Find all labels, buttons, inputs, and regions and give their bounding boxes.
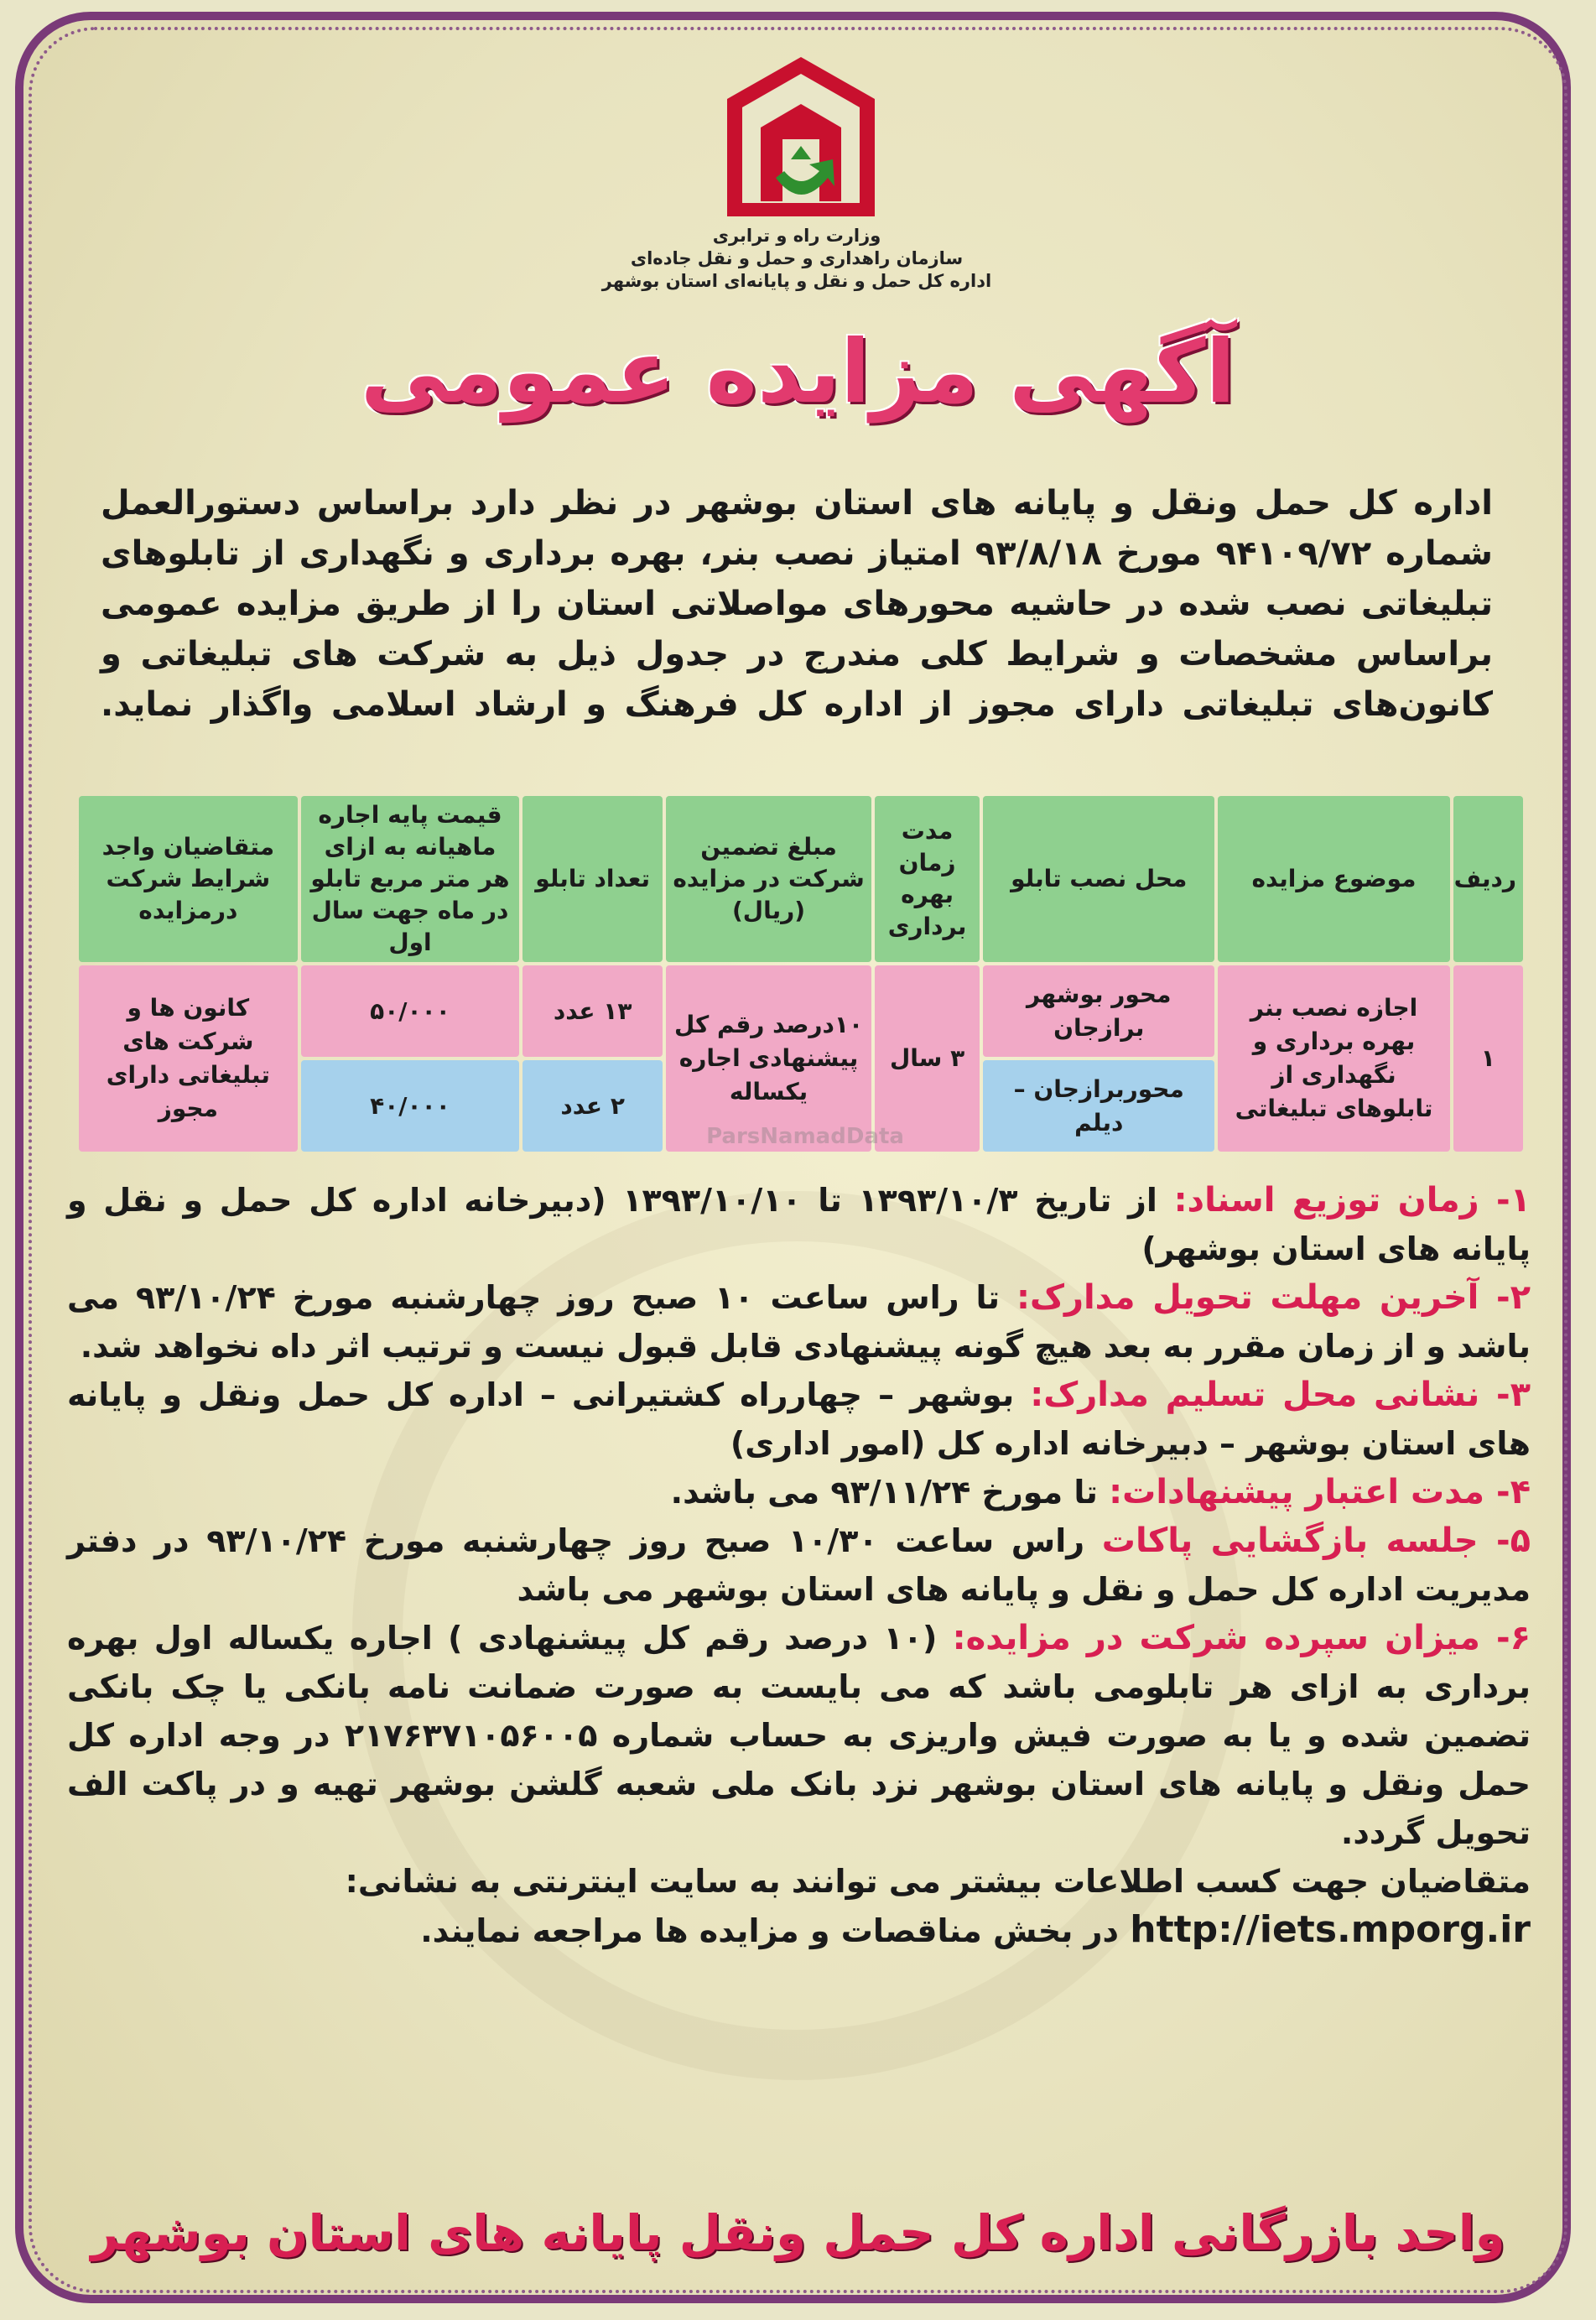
- condition-heading: ۲- آخرین مهلت تحویل مدارک:: [1016, 1278, 1531, 1317]
- closing-paragraph: [67, 1857, 1531, 1955]
- conditions-list: [67, 1176, 1531, 1955]
- condition-text: (۱۰ درصد رقم کل پیشنهادی ) اجاره یکساله اول بهره برداری به ازای هر تابلومی باشد که می بایست به صورت ضمانت نامه بانکی یا چک بانکی تضمین شده و یا به صورت فیش واریزی به حساب شماره ۲۱۷۶۳۷۱۰۵۶۰۰۵ در وجه اداره کل حمل ونقل و پایانه های استان بوشهر نزد بانک ملی شعبه گلشن بوشهر تهیه و در پاکت الف تحویل گردد.: [67, 1620, 1531, 1851]
- cell-location-1: محور بوشهر برازجان: [983, 965, 1214, 1057]
- condition-item: [67, 1371, 1531, 1468]
- cell-price-1: ۵۰/۰۰۰: [301, 965, 520, 1057]
- footer-signature: واحد بازرگانی اداره کل حمل ونقل پایانه های استان بوشهر: [91, 2204, 1505, 2261]
- condition-text: بوشهر – چهارراه کشتیرانی – اداره کل حمل ونقل و پایانه های استان بوشهر – دبیرخانه اداره کل (امور اداری): [67, 1376, 1531, 1462]
- intro-text: اداره کل حمل ونقل و پایانه های استان بوشهر در نظر دارد براساس دستورالعمل شماره ۹۴۱۰۹/۷۲ مورخ ۹۳/۸/۱۸ امتیاز نصب بنر، بهره برداری و نگهداری از تابلوهای تبلیغاتی نصب شده در حاشیه محورهای مواصلاتی استان را از طریق مزایده عمومی براساس مشخصات و شرایط کلی مندرج در جدول ذیل به شرکت های تبلیغاتی و کانون‌های تبلیغاتی دارای مجوز از اداره کل فرهنگ و ارشاد اسلامی واگذار نماید.: [101, 484, 1493, 724]
- org-line-department: اداره کل حمل و نقل و پایانه‌ای استان بوشهر: [601, 271, 992, 291]
- page-title: آگهی مزایده عمومی: [360, 320, 1236, 423]
- condition-heading: ۶- میزان سپرده شرکت در مزایده:: [952, 1619, 1531, 1657]
- condition-text: راس ساعت ۱۰/۳۰ صبح روز چهارشنبه مورخ ۹۳/۱۰/۲۴ در دفتر مدیریت اداره کل حمل و نقل و پایانه های استان بوشهر می باشد: [67, 1522, 1531, 1608]
- cell-duration: ۳ سال: [875, 965, 980, 1152]
- table-row: [79, 965, 1523, 1057]
- condition-heading: ۱- زمان توزیع اسناد:: [1173, 1181, 1531, 1220]
- cell-location-2: محوربرازجان – دیلم: [983, 1060, 1214, 1152]
- cell-count-1: ۱۳ عدد: [522, 965, 663, 1057]
- website-link[interactable]: http://iets.mporg.ir: [1130, 1908, 1531, 1951]
- header-index: ردیف: [1453, 796, 1523, 962]
- header-subject: موضوع مزایده: [1218, 796, 1449, 962]
- condition-heading: ۵- جلسه بازگشایی پاکات: [1101, 1522, 1531, 1560]
- cell-count-2: ۲ عدد: [522, 1060, 663, 1152]
- table-header-row: [79, 796, 1523, 962]
- condition-item: [67, 1273, 1531, 1371]
- closing-text-2: در بخش مناقصات و مزایده ها مراجعه نمایند.: [420, 1912, 1131, 1949]
- ministry-logo-icon: [717, 52, 885, 224]
- header-count: تعداد تابلو: [522, 796, 663, 962]
- cell-index: ۱: [1453, 965, 1523, 1152]
- cell-price-2: ۴۰/۰۰۰: [301, 1060, 520, 1152]
- cell-subject: اجازه نصب بنر بهره برداری و نگهداری از تابلوهای تبلیغاتی: [1218, 965, 1449, 1152]
- watermark: ParsNamadData: [706, 1124, 904, 1149]
- auction-table: [75, 793, 1526, 1155]
- intro-paragraph: [101, 478, 1493, 730]
- header-applicants: متقاضیان واجد شرایط شرکت درمزایده: [79, 796, 298, 962]
- condition-text: از تاریخ ۱۳۹۳/۱۰/۳ تا ۱۳۹۳/۱۰/۱۰ (دبیرخانه اداره کل حمل و نقل و پایانه های استان بوشهر): [67, 1182, 1531, 1267]
- cell-applicants: کانون ها و شرکت های تبلیغاتی دارای مجوز: [79, 965, 298, 1152]
- condition-item: [67, 1516, 1531, 1614]
- closing-text-1: متقاضیان جهت کسب اطلاعات بیشتر می توانند به سایت اینترنتی به نشانی:: [345, 1863, 1531, 1900]
- condition-text: تا مورخ ۹۳/۱۱/۲۴ می باشد.: [670, 1474, 1110, 1511]
- header-base-price: قیمت پایه اجاره ماهیانه به ازای هر متر مربع تابلو در ماه جهت سال اول: [301, 796, 520, 962]
- condition-item: [67, 1468, 1531, 1516]
- header-duration: مدت زمان بهره برداری: [875, 796, 980, 962]
- organization-block: [537, 225, 1057, 293]
- condition-item: [67, 1614, 1531, 1857]
- org-line-ministry: وزارت راه و ترابری: [712, 226, 881, 246]
- header-location: محل نصب تابلو: [983, 796, 1214, 962]
- condition-text: تا راس ساعت ۱۰ صبح روز چهارشنبه مورخ ۹۳/۱۰/۲۴ می باشد و از زمان مقرر به بعد هیچ گونه پیشنهادی قابل قبول نیست و ترتیب اثر داه نخواهد شد.: [67, 1279, 1531, 1365]
- cell-guarantee: ۱۰درصد رقم کل پیشنهادی اجاره یکساله: [666, 965, 871, 1152]
- condition-item: [67, 1176, 1531, 1273]
- condition-heading: ۳- نشانی محل تسلیم مدارک:: [1030, 1376, 1531, 1414]
- header-guarantee: مبلغ تضمین شرکت در مزایده (ریال): [666, 796, 871, 962]
- condition-heading: ۴- مدت اعتبار پیشنهادات:: [1109, 1473, 1531, 1511]
- org-line-organization: سازمان راهداری و حمل و نقل جاده‌ای: [630, 248, 964, 268]
